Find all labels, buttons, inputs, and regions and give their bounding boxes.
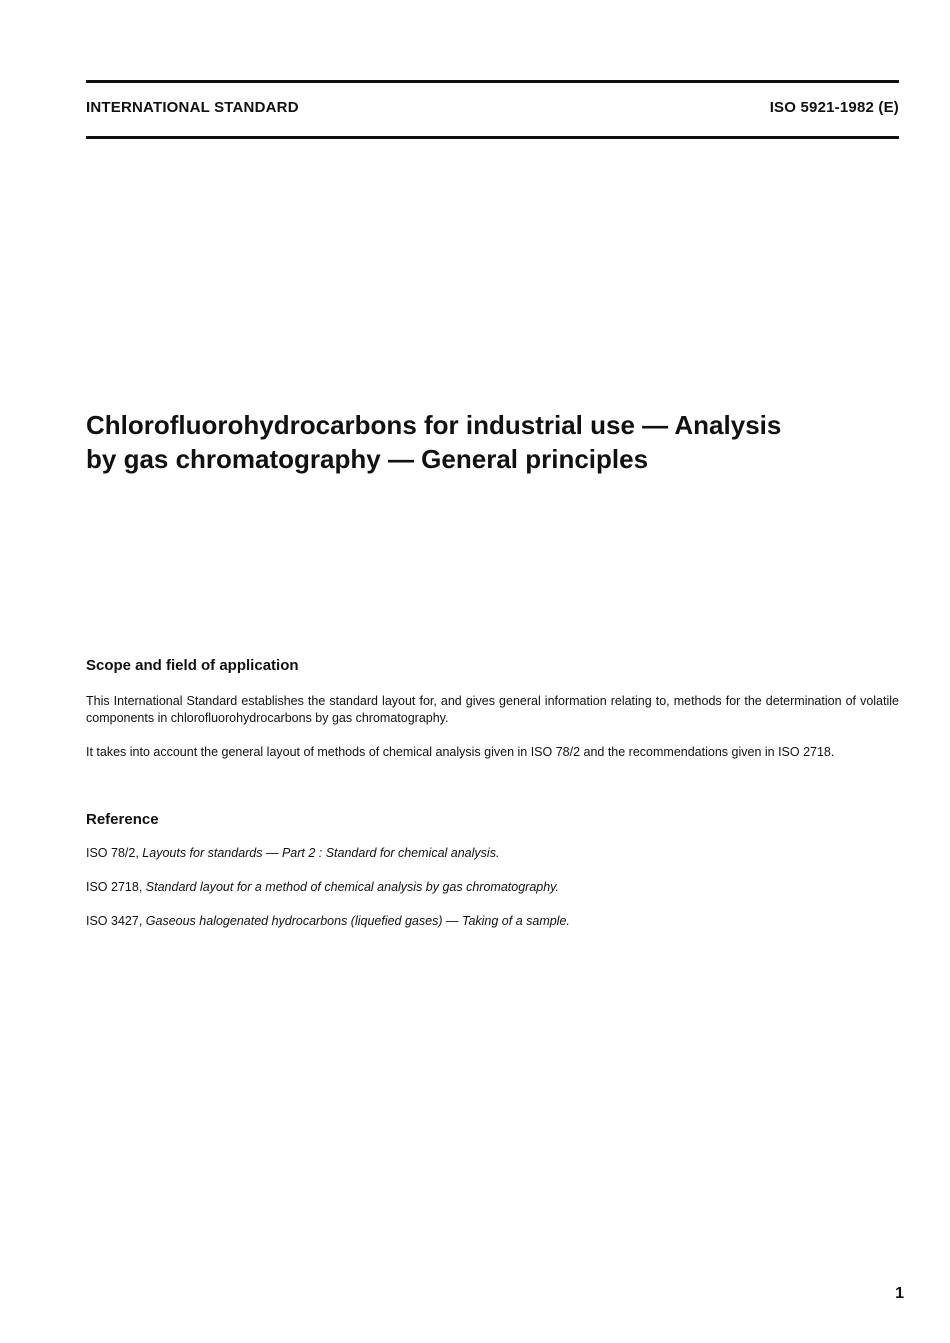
reference-item-iso-2718 — [86, 879, 559, 896]
reference-item-iso-78-2 — [86, 845, 499, 862]
document-title-line-2: by gas chromatography — General principles — [86, 444, 649, 474]
reference-code: ISO 2718, — [86, 880, 143, 894]
reference-item-iso-3427 — [86, 913, 570, 930]
page-number: 1 — [895, 1285, 904, 1302]
document-type-label: INTERNATIONAL STANDARD — [86, 99, 299, 116]
header-bottom-rule — [86, 136, 899, 139]
standard-number-label: ISO 5921-1982 (E) — [769, 99, 899, 116]
reference-title: Standard layout for a method of chemical analysis by gas chromatography. — [145, 880, 559, 894]
reference-heading: Reference — [86, 811, 159, 828]
reference-title: Gaseous halogenated hydrocarbons (liquefied gases) — Taking of a sample. — [145, 914, 570, 928]
scope-paragraph-2: It takes into account the general layout of methods of chemical analysis given in ISO 78/2 and the recommendations given in ISO 2718. — [86, 745, 835, 759]
document-title-line-1: Chlorofluorohydrocarbons for industrial use — Analysis — [86, 410, 782, 440]
scope-heading: Scope and field of application — [86, 657, 299, 674]
reference-title: Layouts for standards — Part 2 : Standard for chemical analysis. — [142, 846, 500, 860]
reference-code: ISO 3427, — [86, 914, 143, 928]
header-top-rule — [86, 80, 899, 83]
scope-paragraph-1: This International Standard establishes the standard layout for, and gives general information relating to, methods for the determination of volatile components in chlorofluorohydrocarbons by gas chromatography. — [86, 694, 899, 725]
document-title — [86, 408, 886, 476]
reference-code: ISO 78/2, — [86, 846, 139, 860]
